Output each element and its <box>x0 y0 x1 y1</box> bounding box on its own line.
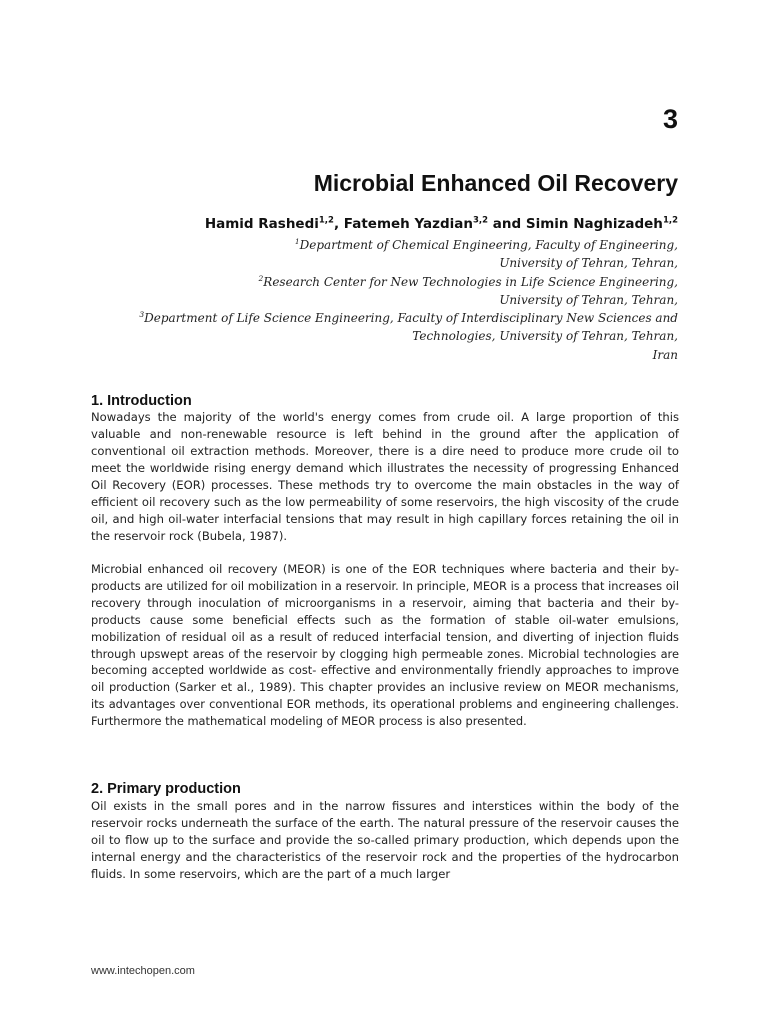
affiliation-line <box>78 327 678 345</box>
affiliation-block <box>78 236 678 364</box>
author-affiliation-marker: 1,2 <box>662 215 678 226</box>
author-name: Hamid Rashedi <box>204 216 319 232</box>
primary-production-paragraph: Oil exists in the small pores and in the narrow fissures and interstices within the body of the reservoir rocks underneath the surface of the earth. The natural pressure of the reservoir causes the oil to flow up to the surface and provide the so-called primary production, which depends upon the internal energy and the characteristics of the reservoir rock and the properties of the hydrocarbon fluids. In some reservoirs, which are the part of a much larger <box>91 799 679 881</box>
chapter-number: 3 <box>662 104 678 134</box>
section-heading-introduction: 1. Introduction <box>91 393 192 409</box>
affiliation-text: University of Tehran, Tehran, <box>499 292 678 307</box>
affiliation-text: Technologies, University of Tehran, Tehran, <box>412 329 678 344</box>
chapter-title: Microbial Enhanced Oil Recovery <box>313 170 678 196</box>
author-name: Simin Naghizadeh <box>525 216 663 232</box>
affiliation-marker: 3 <box>139 310 145 320</box>
affiliation-line <box>78 236 678 254</box>
affiliation-line <box>78 346 678 364</box>
affiliation-marker: 1 <box>294 237 300 246</box>
introduction-paragraph: Microbial enhanced oil recovery (MEOR) is one of the EOR techniques where bacteria and their by-products are utilized for oil mobilization in a reservoir. In principle, MEOR is a process that increases oil recovery through inoculation of microorganisms in a reservoir, aiming that bacteria and their by-products cause some beneficial effects such as the formation of stable oil-water emulsions, mobilization of residual oil as a result of reduced interfacial tension, and diverting of injection fluids through upswept areas of the reservoir by clogging high permeable zones. Microbial technologies are becoming accepted worldwide as cost- effective and environmentally friendly approaches to improve oil production (Sarker et al., 1989). This chapter provides an inclusive review on MEOR mechanisms, its advantages over conventional EOR methods, its operational problems and engineering challenges. Furthermore the mathematical modeling of MEOR process is also presented. <box>91 562 679 729</box>
section-heading-primary-production: 2. Primary production <box>91 781 241 797</box>
affiliation-marker: 2 <box>258 273 264 283</box>
affiliation-text: Research Center for New Technologies in Life Science Engineering, <box>263 274 678 289</box>
footer-url: www.intechopen.com <box>91 965 195 977</box>
author-separator: , <box>333 216 344 232</box>
author-affiliation-marker: 3,2 <box>473 215 489 226</box>
affiliation-text: Department of Chemical Engineering, Faculty of Engineering, <box>299 238 678 252</box>
affiliation-line <box>78 254 678 272</box>
affiliation-line <box>78 273 678 291</box>
affiliation-line <box>78 291 678 309</box>
author-list <box>205 216 678 232</box>
affiliation-text: Department of Life Science Engineering, Faculty of Interdisciplinary New Sciences and <box>144 311 678 326</box>
author-name: Fatemeh Yazdian <box>343 216 473 232</box>
affiliation-text: University of Tehran, Tehran, <box>499 256 678 271</box>
introduction-paragraph: Nowadays the majority of the world's energy comes from crude oil. A large proportion of this valuable and non-renewable resource is left behind in the ground after the application of conventional oil extraction methods. Moreover, there is a dire need to produce more crude oil to meet the worldwide rising energy demand which illustrates the necessity of progressing Enhanced Oil Recovery (EOR) processes. These methods try to overcome the main obstacles in the way of efficient oil recovery such as the low permeability of some reservoirs, the high viscosity of the crude oil, and high oil-water interfacial tensions that may result in high capillary forces retaining the oil in the reservoir rock (Bubela, 1987). <box>91 410 679 543</box>
affiliation-line <box>78 309 678 327</box>
author-separator: and <box>488 216 526 232</box>
affiliation-text: Iran <box>652 347 678 362</box>
author-affiliation-marker: 1,2 <box>318 215 334 226</box>
